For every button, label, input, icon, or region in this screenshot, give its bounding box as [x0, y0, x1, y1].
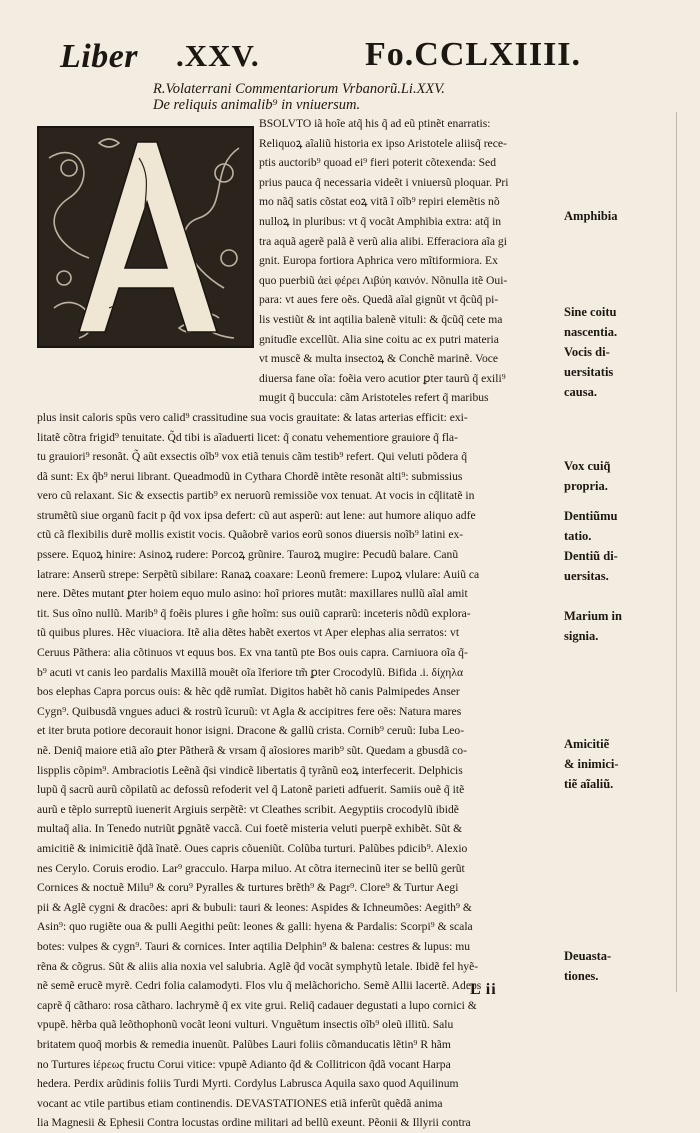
text-line: latrare: Anserũ strepe: Serpẽtũ sibilare: Ranaꝝ coaxare: Leonũ fremere: Lupoꝝ vlulare: Auiũ ca: [37, 567, 480, 581]
margin-note: [564, 734, 619, 794]
header-book: Liber: [60, 38, 139, 75]
margin-note-line: Sine coitu: [564, 305, 617, 319]
text-line: botes: vulpes & cygn⁹. Tauri & cornices. Inter aqtilia Delphin⁹ & balena: cestres & lupus: mu: [37, 939, 471, 953]
text-line: pii & Aglẽ cygni & dracões: apri & bubuli: tauri & leones: Aspides & Ichneumões: Aegith⁹ &: [37, 900, 472, 914]
text-line: vt muscẽ & multa insectoꝝ & Conchẽ marinẽ. Voce: [259, 352, 499, 366]
text-line: Reliquoꝝ aĩaliũ historia ex ipso Aristotele aliisq̃ rece-: [259, 136, 507, 150]
text-line: Ceruus Pãthera: alia cõtinuos vt equus bos. Ex vna tantũ pte Bos ouis capra. Carniuora oĩa q̃-: [37, 646, 468, 660]
text-line: ptis auctorib⁹ quoad ei⁹ fieri poterit cõtexenda: Sed: [259, 156, 496, 170]
text-line: lupũ q̃ sacrũ aurũ cõpilatũ ac defossũ refoderit vel q̃ Latonẽ parieti adfuerit. Samiis ouẽ q̃ itẽ: [37, 783, 465, 797]
text-line: quo puerbiũ ἀεὶ φέρει Λιβύη καινόν. Nõnulla itẽ Oui-: [259, 273, 508, 287]
margin-note-line: Deuasta-: [564, 949, 612, 963]
margin-note: [564, 606, 622, 646]
text-line: nẽ. Deniq̃ maiore etiã aĩo ꝑter Pãtherã & vrsam q̃ aĩosiores marib⁹ sũt. Quedam a gbusdã co-: [37, 744, 467, 757]
margin-note-line: causa.: [564, 385, 597, 399]
margin-note-line: uersitas.: [564, 569, 609, 583]
chapter-subtitle: [153, 82, 445, 114]
subtitle-line-2: De reliquis animalib⁹ in vniuersum.: [153, 97, 361, 113]
text-line: strumẽtũ siue organũ facit p q̃d vox ipsa defert: cũ aut asperũ: aut lene: aut humore aliquo adfe: [37, 508, 476, 522]
text-line: ctũ cã flexibilis durẽ mollis existit vocis. Quãobrẽ varios eorũ sonos diuersis noĩb⁹ latini ex-: [37, 528, 464, 542]
margin-note-line: Dentiũmu: [564, 509, 618, 523]
text-line: Cornices & noctuẽ Milu⁹ & coru⁹ Pyralles & turtures brẽth⁹ & Pagr⁹. Clore⁹ & Turtur Aegi: [37, 881, 459, 895]
margin-note-line: tatio.: [564, 529, 592, 543]
margin-note-line: Amicitiẽ: [564, 737, 610, 751]
text-line: no Turtures ἱέρεως fructu Corui vitice: vpupẽ Adianto q̃d & Collitricon q̃dã vocant Harpa: [37, 1057, 451, 1071]
margin-note-line: signia.: [564, 629, 599, 643]
text-line: dã sunt: Ex q̃b⁹ nerui librant. Queadmodũ in Cythara Chordẽ intẽte resonãt alti⁹: submissius: [37, 469, 463, 483]
margin-note-line: tiones.: [564, 969, 599, 983]
text-line: multaq̃ alia. In Tenedo nutriũt ꝑgnãtẽ vaccã. Cui foetẽ misteria veluti puerpẽ exhibẽt. Sũt &: [37, 822, 463, 836]
margin-note-line: Marium in: [564, 609, 622, 623]
text-line: litatẽ cõtra frigid⁹ tenuitate. Q̃d tibi is aĩaduerti licet: q̃ conatu vehementiore grauiore q̃ fla-: [37, 430, 458, 444]
margin-note-line: tiẽ aĩaliũ.: [564, 777, 614, 791]
text-line: rẽna & cõgrus. Sũt & aliis alia noxia vel salubria. Aglẽ q̃d vocãt symphytũ letale. Ibidẽ fel hyẽ-: [37, 959, 479, 973]
text-line: pssere. Equoꝝ hinire: Asinoꝝ rudere: Porcoꝝ grũnire. Tauroꝝ mugire: Pecudũ balare. Canũ: [37, 548, 459, 562]
subtitle-line-1: R.Volaterrani Commentariorum Vrbanorũ.Li.XXV.: [153, 81, 445, 97]
text-line: bos elephas Capra porcus ouis: & hẽc qdẽ rumĩat. Digitos habẽt hõ canis Palmipedes Anser: [37, 685, 460, 699]
text-line: lis vestiũt & int aqtilia balenẽ vituli: & q̃cũq̃ cete ma: [259, 312, 503, 326]
text-line: tra aquã agerẽ palã ẽ verũ alia alibi. Efferaciora aĩa gi: [259, 234, 507, 248]
signature-mark: L ii: [470, 981, 497, 998]
text-line: aurũ e tẽplo surreptũ iuenerit Argiuis serpẽtẽ: vt Cleathes scribit. Aegyptiis crocodylũ ibidẽ: [37, 802, 459, 816]
text-line: BSOLVTO iã hoĩe atq̃ his q̃ ad eũ ptinẽt enarratis:: [259, 117, 491, 130]
text-line: mo nãq̃ satis cõstat eoꝝ vitã ĩ oĩb⁹ repiri elemẽtis nõ: [259, 195, 500, 209]
text-line: tũ quibus plures. Hẽc viuaciora. Itẽ alia dẽtes habẽt exertos vt Aper elephas alia serratos: vt: [37, 626, 460, 640]
header-book-number: .XXV.: [176, 38, 260, 73]
margin-note: [564, 456, 610, 496]
text-line: britatem quoq̃ morbis & remedia inuenũt. Palũbes Lauri foliis cõmanducatis lẽtin⁹ R hãm: [37, 1037, 451, 1051]
text-line: b⁹ acuti vt canis leo pardalis Maxillã mouẽt oĩa ĩferiore tm̃ ꝑter Crocodylũ. Bifida .i. δίχηλα: [37, 665, 464, 679]
text-line: gnit. Europa fortiora Aphrica vero mĩtiformiora. Ex: [259, 254, 498, 268]
text-line: prius pauca q̃ necessaria videẽt i vniuersũ ploquar. Pri: [259, 175, 509, 189]
text-line: et iter bruta potiore decorauit honor isigni. Dracone & gallũ crista. Cornib⁹ ceruũ: Iuba Leo-: [37, 724, 465, 738]
margin-note-line: Dentiũ di-: [564, 549, 618, 563]
text-line: Cygn⁹. Quibusdã vngues aduci & rostrũ ĩcuruũ: vt Agla & accipitres fere oẽs: Natura mares: [37, 704, 462, 718]
text-line: nẽ semẽ erucẽ myrẽ. Cedri folia calamodyti. Flos vlu q̃ melãchoricho. Semẽ Allii lacertẽ. Adeps: [37, 979, 482, 993]
text-line: mugit q̃ buccula: cãm Aristoteles refert q̃ maribus: [259, 391, 489, 405]
margin-note-line: Amphibia: [564, 209, 618, 223]
text-line: nes Cerylo. Coruis erodio. Lar⁹ gracculo. Harpa miluo. At cõtra iternecinũ iter se bellũ gerũt: [37, 861, 465, 875]
text-line: plus insit caloris spũs vero calid⁹ crassitudine sua vocis grauitate: & latas arterias efficit: exi-: [37, 410, 468, 424]
text-line: nulloꝝ in pluribus: vt q̃ vocãt Amphibia extra: atq̃ in: [259, 214, 502, 228]
margin-note: [564, 506, 618, 586]
margin-note: [564, 946, 611, 986]
text-line: gnitudĩe excellũt. Alia sine coitu ac ex putri materia: [259, 332, 499, 346]
text-line: diuersa fane oĩa: foẽia vero acutior ꝑter taurũ q̃ exili⁹: [259, 371, 506, 385]
text-line: vero cũ relaxant. Sic & exsectis partib⁹ ex neruorũ remissiõe vox tenuat. At vocis in cq̃litatẽ in: [37, 489, 475, 503]
header-folio: Fo.CCLXIIII.: [365, 36, 582, 73]
margin-rule: [676, 112, 677, 992]
text-line: amicitiẽ & inimicitiẽ q̃dã ĩnatẽ. Oues capris cõueniũt. Colũba turturi. Palũbes pdicib⁹. Alexio: [37, 841, 468, 855]
text-line: lispplis cõpim⁹. Ambraciotis Leẽnã q̃si vindicẽ libertatis q̃ tyrãnũ eoꝝ interfecerit. Delphicis: [37, 763, 463, 777]
text-line: lia Magnesii & Ephesii Contra locustas ordine militari ad bellũ exeunt. Pẽonii & Illyrii contra: [37, 1116, 471, 1130]
margin-note-line: propria.: [564, 479, 608, 493]
text-line: para: vt aues fere oẽs. Quedã aĩal gignũt vt q̃cũq̃ pi-: [259, 293, 499, 307]
text-line: nere. Dẽtes mutant ꝑter hoiem equo mulo asino: hoĩ priores mutãt: maxillares nullũ aĩal amit: [37, 587, 468, 601]
text-line: hedera. Perdix arũdinis foliis Turdi Myrti. Cordylus Labrusca Aquila saxo quod Aquilinum: [37, 1077, 459, 1091]
margin-note-line: nascentia.: [564, 325, 618, 339]
text-line: Asin⁹: quo rugiẽte oua & pulli Aegithi peũt: leones & galli: hyena & Pardalis: Scorpi⁹ & scala: [37, 920, 473, 934]
margin-note-line: Vox cuiq̃: [564, 459, 611, 473]
margin-note-line: & inimici-: [564, 757, 619, 771]
text-line: tit. Sus oĩno nullũ. Marib⁹ q̃ foẽis plures i gñe hoĩm: sus ouiũ caprarũ: inceteris nõdũ explora-: [37, 606, 471, 620]
text-line: tu grauiori⁹ resonãt. Q̃ aũt exsectis oĩb⁹ vox etiã tenuis cãm testib⁹ refert. Qui veluti põdera q̃: [37, 450, 468, 464]
text-line: vocant ac vtile partibus etiam continendis. DEVASTATIONES etiã inferũt quẽdã anima: [37, 1096, 443, 1110]
text-line: caprẽ q̃ cãtharo: rosa cãtharo. lachrymẽ q̃ ex vite grui. Reliq̃ cadauer degustati a lupo cornici &: [37, 998, 477, 1012]
margin-note-line: Vocis di-: [564, 345, 610, 359]
margin-note: [564, 302, 617, 402]
text-line: vpupẽ. hẽrba quã leõthophonũ vocãt leoni vulturi. Vnguẽtum insectis oĩb⁹ oleũ illitũ. Salu: [37, 1018, 454, 1032]
margin-note-line: uersitatis: [564, 365, 614, 379]
margin-note: [564, 206, 618, 226]
